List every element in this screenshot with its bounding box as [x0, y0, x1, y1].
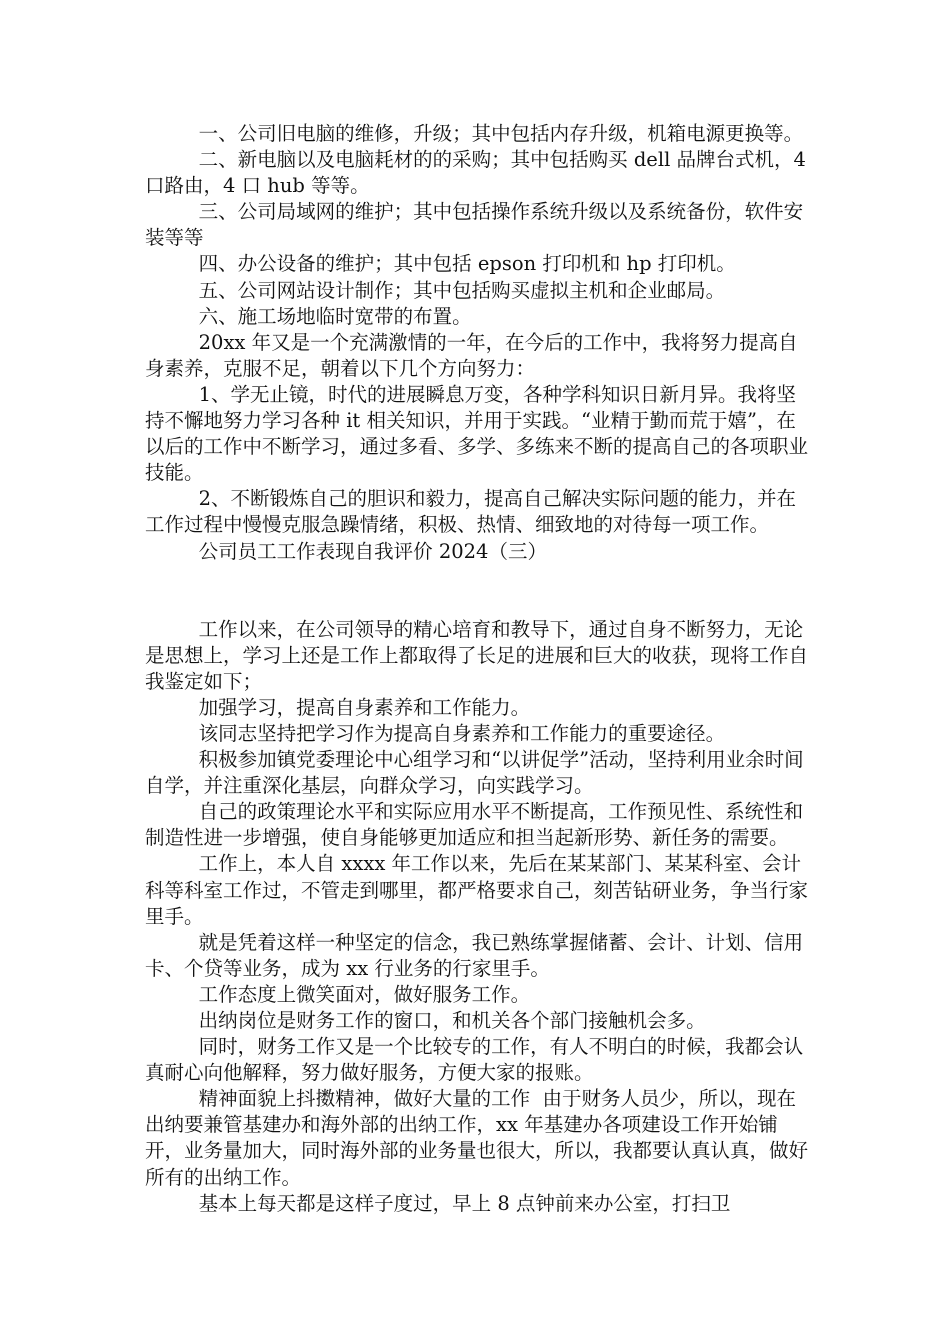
paragraph-work-1: 工作上，本人自 xxxx 年工作以来，先后在某某部门、某某科室、会计科等科室工作过，不管走到哪里，都严格要求自己，刻苦钻研业务，争当行家里手。 — [145, 852, 809, 928]
paragraph-item-3: 三、公司局域网的维护；其中包括操作系统升级以及系统备份，软件安装等等 — [145, 200, 804, 250]
paragraph-work-2: 就是凭着这样一种坚定的信念，我已熟练掌握储蓄、会计、计划、信用卡、个贷等业务，成为 xx 行业务的行家里手。 — [145, 930, 804, 980]
paragraph-plan-intro: 20xx 年又是一个充满激情的一年，在今后的工作中，我将努力提高自身素养，克服不足，朝着以下几个方向努力： — [145, 330, 798, 380]
paragraph-attitude-heading: 工作态度上微笑面对，做好服务工作。 — [198, 982, 531, 1006]
section-heading: 公司员工工作表现自我评价 2024（三） — [198, 539, 547, 563]
section-spacer — [145, 565, 815, 617]
paragraph-item-4: 四、办公设备的维护；其中包括 epson 打印机和 hp 打印机。 — [198, 252, 736, 276]
document-body — [145, 121, 815, 1217]
paragraph-attitude-1: 出纳岗位是财务工作的窗口，和机关各个部门接触机会多。 — [198, 1009, 706, 1032]
paragraph-evaluation-intro: 工作以来，在公司领导的精心培育和教导下，通过自身不断努力，无论是思想上，学习上还是工作上都取得了长足的进展和巨大的收获，现将工作自我鉴定如下； — [145, 617, 809, 693]
paragraph-study-2: 积极参加镇党委理论中心组学习和“以讲促学”活动，坚持利用业余时间自学，并注重深化基层，向群众学习，向实践学习。 — [145, 748, 804, 798]
paragraph-item-6: 六、施工场地临时宽带的布置。 — [198, 304, 472, 328]
paragraph-spirit: 精神面貌上抖擞精神，做好大量的工作 由于财务人员少，所以，现在出纳要兼管基建办和海外部的出纳工作，xx 年基建办各项建设工作开始铺开，业务量加大，同时海外部的业务量也很大，所以，我都要认真认真，做好所有的出纳工作。 — [145, 1087, 809, 1189]
paragraph-study-heading: 加强学习，提高自身素养和工作能力。 — [198, 695, 531, 719]
paragraph-plan-1: 1、学无止镜，时代的进展瞬息万变，各种学科知识日新月异。我将坚持不懈地努力学习各种 it 相关知识，并用于实践。“业精于勤而荒于嬉”，在以后的工作中不断学习，通过多看、多学、多练来不断的提高自己的各项职业技能。 — [145, 382, 809, 485]
paragraph-attitude-2: 同时，财务工作又是一个比较专的工作，有人不明白的时候，我都会认真耐心向他解释，努力做好服务，方便大家的报账。 — [145, 1035, 804, 1085]
paragraph-daily: 基本上每天都是这样子度过，早上 8 点钟前来办公室，打扫卫 — [198, 1191, 731, 1215]
paragraph-study-1: 该同志坚持把学习作为提高自身素养和工作能力的重要途径。 — [198, 721, 726, 745]
paragraph-plan-2: 2、不断锻炼自己的胆识和毅力，提高自己解决实际问题的能力，并在工作过程中慢慢克服急躁情绪，积极、热情、细致地的对待每一项工作。 — [145, 487, 797, 537]
paragraph-study-3: 自己的政策理论水平和实际应用水平不断提高，工作预见性、系统性和制造性进一步增强，使自身能够更加适应和担当起新形势、新任务的需要。 — [145, 800, 804, 850]
paragraph-item-2: 二、新电脑以及电脑耗材的的采购；其中包括购买 dell 品牌台式机，4 口路由，4 口 hub 等等。 — [145, 148, 813, 198]
paragraph-item-5: 五、公司网站设计制作；其中包括购买虚拟主机和企业邮局。 — [198, 278, 726, 302]
paragraph-item-1: 一、公司旧电脑的维修，升级；其中包括内存升级，机箱电源更换等。 — [198, 122, 804, 145]
